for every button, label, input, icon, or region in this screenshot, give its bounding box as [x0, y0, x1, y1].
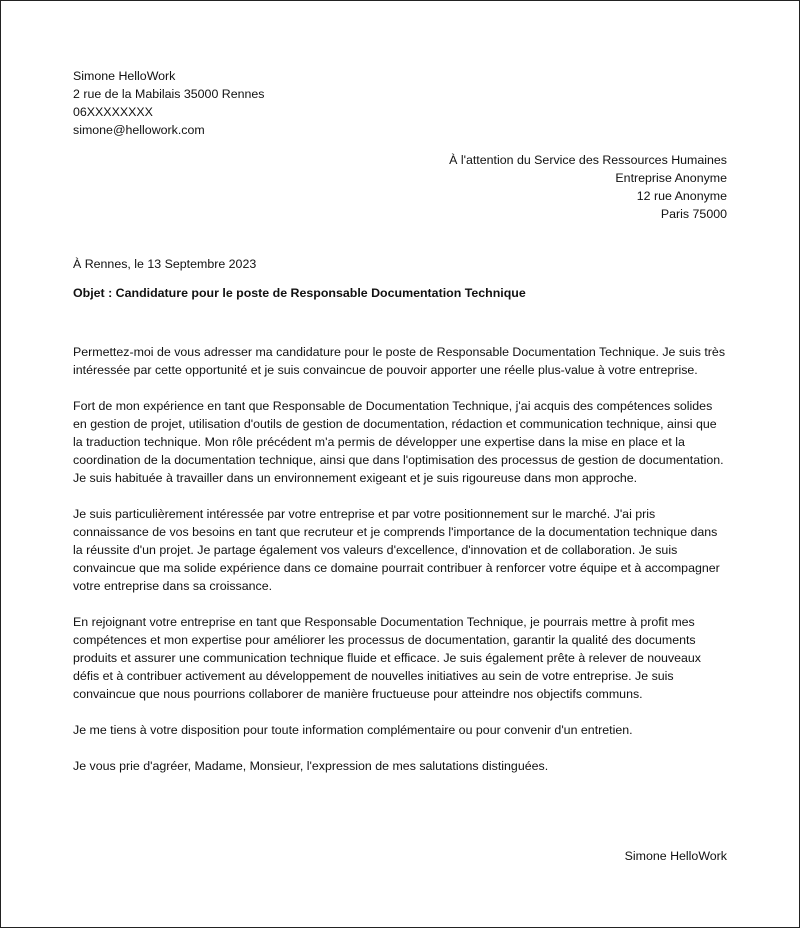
signature: Simone HelloWork — [624, 849, 727, 863]
letter-date: À Rennes, le 13 Septembre 2023 — [73, 257, 257, 271]
body-paragraph-introduction: Permettez-moi de vous adresser ma candidature pour le poste de Responsable Documentation Technique. Je suis très intéressée par cette opportunité et je suis convaincue de pouvoir apporter une réelle plus-value à votre entreprise. — [73, 345, 726, 377]
letter-subject: Objet : Candidature pour le poste de Responsable Documentation Technique — [73, 286, 526, 300]
recipient-city: Paris 75000 — [660, 207, 727, 221]
sender-address-block — [73, 67, 265, 139]
letter-body — [73, 343, 729, 793]
sender-email: simone@hellowork.com — [73, 123, 205, 137]
body-paragraph-experience: Fort de mon expérience en tant que Responsable de Documentation Technique, j'ai acquis des compétences solides en gestion de projet, utilisation d'outils de gestion de documentation, rédaction et communication technique, ainsi que la traduction technique. Mon rôle précédent m'a permis de développer une expertise dans la mise en place et la coordination de la documentation technique, ainsi que dans l'optimisation des processus de gestion de documentation. Je suis habituée à travailler dans un environnement exigeant et je suis rigoureuse dans mon approche. — [73, 399, 724, 485]
body-paragraph-availability: Je me tiens à votre disposition pour toute information complémentaire ou pour convenir d'un entretien. — [73, 723, 633, 737]
recipient-street: 12 rue Anonyme — [636, 189, 727, 203]
body-paragraph-contribution: En rejoignant votre entreprise en tant que Responsable Documentation Technique, je pourrais mettre à profit mes compétences et mon expertise pour améliorer les processus de documentation, garantir la qualité des documents produits et assurer une communication technique fluide et efficace. Je suis également prête à relever de nouveaux défis et à contribuer activement au développement de nouvelles initiatives au sein de votre entreprise. Je suis convaincue que nous pourrions collaborer de manière fructueuse pour atteindre nos objectifs communs. — [73, 615, 701, 701]
body-paragraph-motivation: Je suis particulièrement intéressée par votre entreprise et par votre positionnement sur le marché. J'ai pris connaissance de vos besoins en tant que recruteur et je comprends l'importance de la documentation technique dans la réussite d'un projet. Je partage également vos valeurs d'excellence, d'innovation et de collaboration. Je suis convaincue que ma solide expérience dans ce domaine pourrait contribuer à renforcer votre équipe et à accompagner votre entreprise dans sa croissance. — [73, 507, 720, 593]
body-paragraph-closing: Je vous prie d'agréer, Madame, Monsieur, l'expression de mes salutations distinguées. — [73, 759, 549, 773]
recipient-attention-line: À l'attention du Service des Ressources Humaines — [449, 153, 727, 167]
recipient-company: Entreprise Anonyme — [615, 171, 727, 185]
sender-street-address: 2 rue de la Mabilais 35000 Rennes — [73, 87, 265, 101]
sender-phone: 06XXXXXXXX — [73, 105, 153, 119]
recipient-address-block — [449, 151, 727, 223]
sender-name: Simone HelloWork — [73, 69, 176, 83]
